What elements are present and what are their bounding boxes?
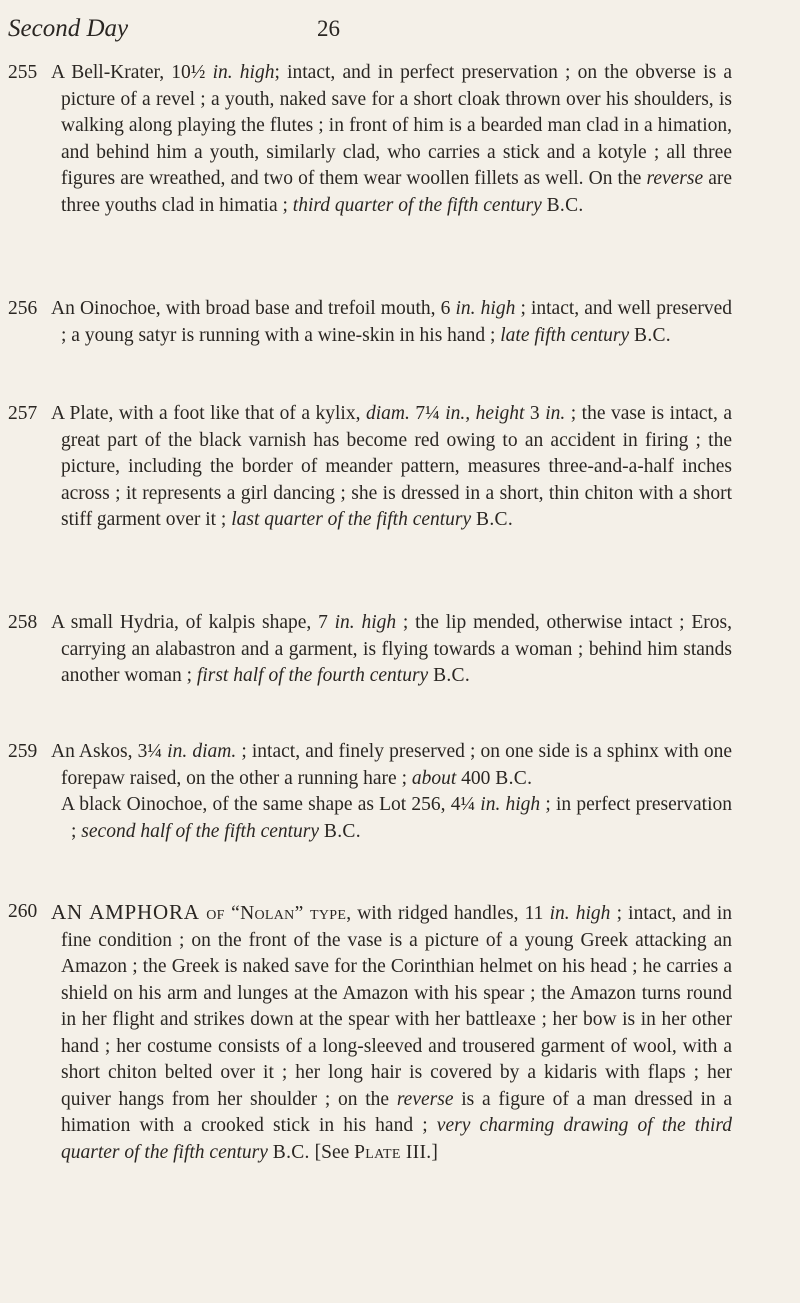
lot-entry bbox=[8, 296, 732, 349]
lot-entry bbox=[8, 401, 732, 534]
lot-number: 260 bbox=[8, 901, 38, 922]
lot-date: second half of the fifth century bbox=[81, 820, 320, 842]
plate-reference: Plate III.] bbox=[354, 1141, 439, 1163]
lot-date: first half of the fourth century bbox=[196, 665, 429, 686]
lot-number: 256 bbox=[8, 298, 38, 319]
lot-date: third quarter of the fifth century bbox=[292, 194, 542, 216]
section-title: Second Day bbox=[8, 15, 129, 42]
lot-description: AN AMPHORA of “Nolan” type, with ridged handles, 11 in. high ; intact, and in fine condition ; on the front of the vase is a picture of a young Greek attacking an Amazon ; the Greek is naked save for the Corinthian helmet on his head ; he carries a shield on his arm and lunges at the Amazon with his spear ; the Amazon turns round in her flight and strikes down at the spear with her battleaxe ; her bow is in her other hand ; her costume consists of a long-sleeved and trousered garment of wool, with a short chiton belted over it ; her long hair is covered by a kidaris with flaps ; her quiver hangs from her shoulder ; on the reverse is a figure of a man dressed in a himation with a crooked stick in his hand ; very charming drawing of the third quarter of the fifth century B.C. [See Plate III.] bbox=[51, 900, 732, 1163]
lot-date: late fifth century bbox=[500, 324, 630, 346]
lot-entry bbox=[8, 610, 732, 690]
lot-entry bbox=[8, 899, 732, 1166]
lot-description: An Askos, 3¼ in. diam. ; intact, and finely preserved ; on one side is a sphinx with one forepaw raised, on the other a running hare ; about 400 B.C. bbox=[51, 741, 732, 789]
page-number: 26 bbox=[317, 16, 340, 41]
lot-description: A Plate, with a foot like that of a kylix, diam. 7¼ in., height 3 in. ; the vase is intact, a great part of the black varnish has become red owing to an accident in firing ; the picture, including the border of meander pattern, measures three-and-a-half inches across ; it represents a girl dancing ; she is dressed in a short, thin chiton with a short stiff garment over it ; last quarter of the fifth century B.C. bbox=[51, 403, 732, 530]
lot-date: last quarter of the fifth century bbox=[231, 509, 472, 530]
lot-number: 259 bbox=[8, 741, 38, 762]
lot-description: An Oinochoe, with broad base and trefoil mouth, 6 in. high ; intact, and well preserved ; a young satyr is running with a wine-skin in his hand ; late fifth century B.C. bbox=[51, 298, 733, 346]
lot-description: A Bell-Krater, 10½ in. high; intact, and in perfect preservation ; on the obverse is a picture of a revel ; a youth, naked save for a short cloak thrown over his shoulders, is walking along playing the flutes ; in front of him is a bearded man clad in a himation, and behind him a youth, similarly clad, who carries a stick and a kotyle ; all three figures are wreathed, and two of them wear woollen fillets as well. On the reverse are three youths clad in himatia ; third quarter of the fifth century B.C. bbox=[51, 62, 733, 216]
lot-number: 258 bbox=[8, 612, 38, 633]
lot-entry bbox=[8, 739, 732, 845]
lot-date: very charming drawing of the third quarter of the fifth century bbox=[61, 1115, 732, 1163]
lot-number: 257 bbox=[8, 403, 38, 424]
lot-description: A small Hydria, of kalpis shape, 7 in. high ; the lip mended, otherwise intact ; Eros, carrying an alabastron and a garment, is flying towards a woman ; behind him stands another woman ; first half of the fourth century B.C. bbox=[51, 612, 732, 686]
lot-entry bbox=[8, 60, 732, 219]
lot-sub-entry: A black Oinochoe, of the same shape as Lot 256, 4¼ in. high ; in perfect preservation ; second half of the fifth century B.C. bbox=[61, 794, 732, 842]
lot-number: 255 bbox=[8, 62, 38, 83]
